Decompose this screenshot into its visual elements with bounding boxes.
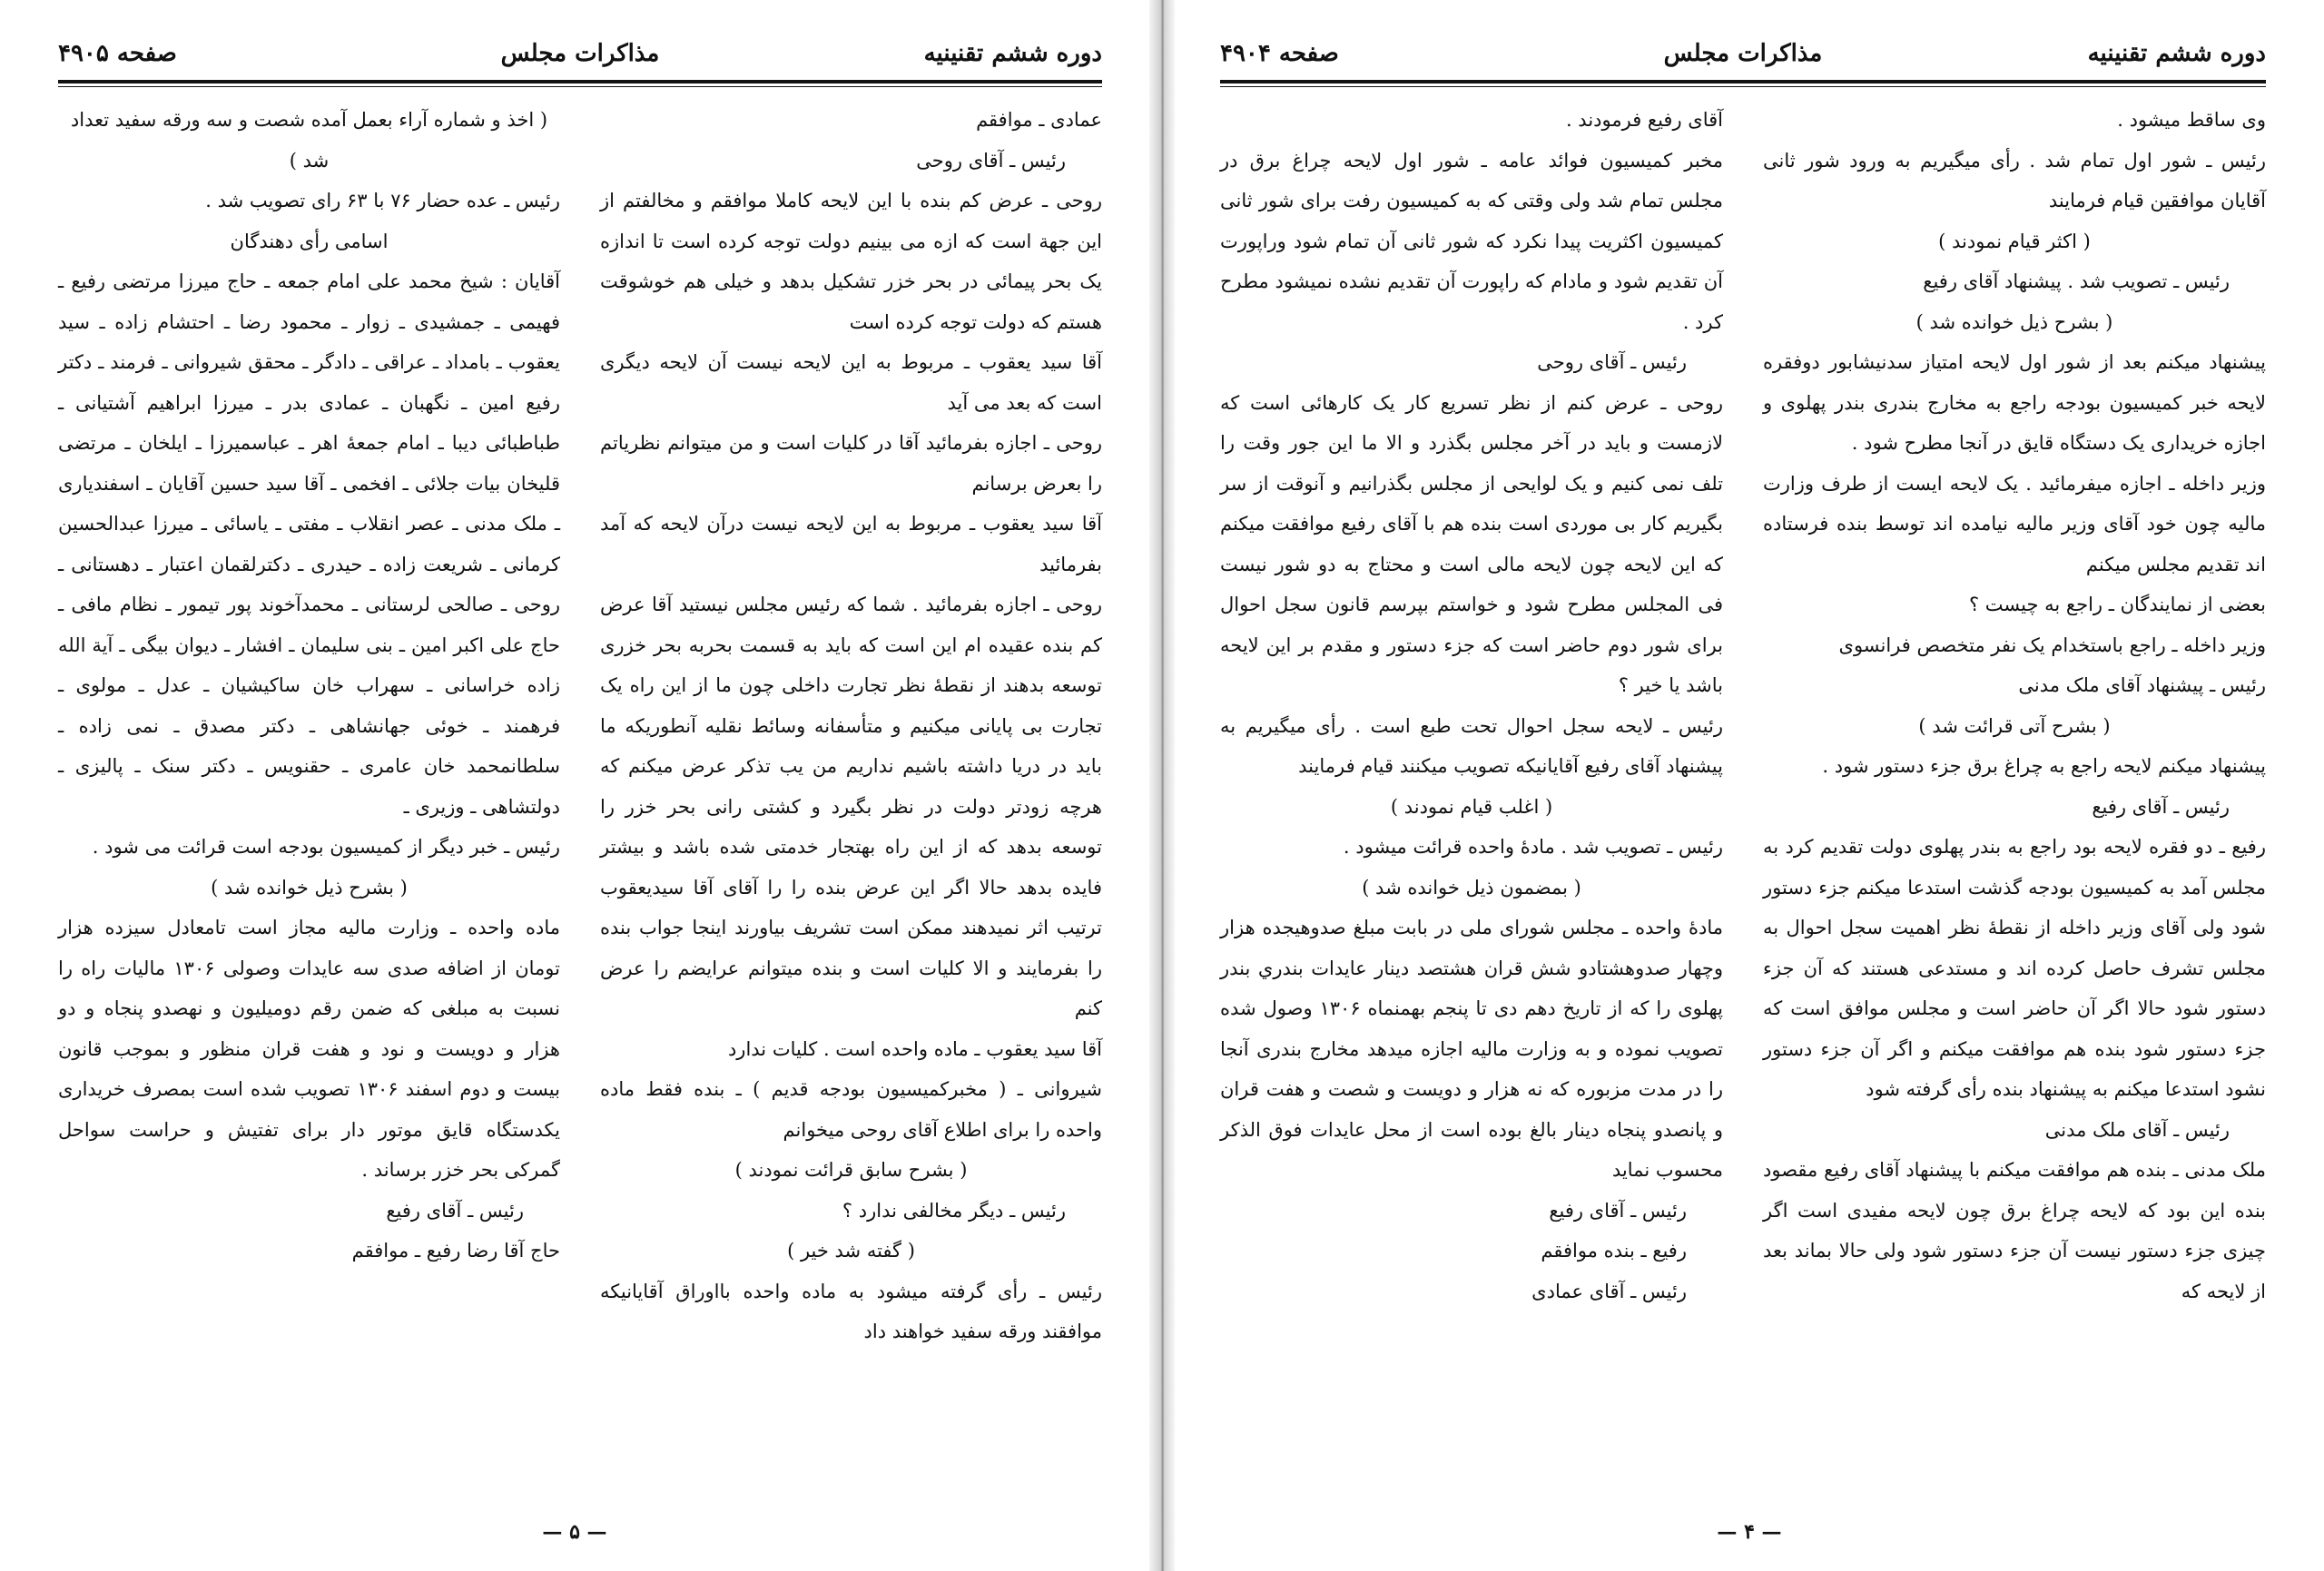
page-header (1220, 40, 2266, 76)
journal-title: مذاکرات مجلس (500, 40, 660, 67)
page-4904 (1175, 0, 2324, 1571)
paragraph: ماده واحده ـ وزارت مالیه مجاز است تامعادل سیزده هزار تومان از اضافه صدی سه عایدات وصولی ۱۳۰۶ مالیات راه را نسبت به مبلغی که ضمن رقم دومیلیون و نهصدو پنجاه و دو هزار و دویست و نود و هفت قران منظور و بموجب قانون بیست و دوم اسفند ۱۳۰۶ تصویب شده است بمصرف خریداری یکدستگاه قایق موتور دار برای تفتیش و حراست سواحل گمرکی بحر خزر برساند . (58, 917, 560, 1181)
paragraph: روحی ـ عرض کنم از نظر تسریع کار یک کارهائی است که لازمست و باید در آخر مجلس بگذرد و الا ما این جور وقت را تلف نمی کنیم و یک لوایحی از مجلس بگذرانیم و آنوقت از سر بگیریم کار بی موردی است بنده هم با آقای رفیع موافقت میکنم که این لایحه چون لایحه مالی است و محتاج به دو شور نیست فی المجلس مطرح شود و خواستم بپرسم قانون سجل احوال برای شور دوم حاضر است که جزء دستور و مقدم بر این لایحه باشد یا خیر ؟ (1220, 391, 1723, 696)
session-label: دوره ششم تقنینیه (923, 40, 1102, 67)
paragraph: رئیس ـ آقای روحی (1537, 351, 1687, 373)
column-right (1763, 100, 2266, 1516)
paragraph: ( بشرح ذیل خوانده شد ) (211, 876, 408, 898)
paragraph: پیشنهاد میکنم لایحه راجع به چراغ برق جزء دستور شود . (1822, 755, 2266, 777)
paragraph: ( بشرح سابق قرائت نمودند ) (734, 1159, 968, 1181)
page-number-label: صفحه ۴۹۰۵ (58, 40, 177, 67)
page-number-label: صفحه ۴۹۰۴ (1220, 40, 1339, 67)
paragraph: روحی ـ اجازه بفرمائید . شما که رئیس مجلس نیستید آقا عرض کم بنده عقیده ام این است که باید به قسمت بحربه بحر خزرى توسعه بدهند از نقطهٔ نظر تجارت داخلی چون ما از این راه یک تجارت بی پایانی میکنیم و متأسفانه وسائط نقلیه آنطوریکه ما باید در دریا داشته باشیم نداریم من یب تذکر عرض میکنم که هرچه زودتر دولت در نظر بگیرد و کشتی رانی بحر خزر را توسعه بدهد که از این راه بهتجار خدمتی شده باشد و بیشتر فایده بدهد حالا اگر این عرض بنده را را آقای آقا سیدیعقوب ترتیب اثر نمیدهند ممکن است تشریف بیاورند اینجا جواب بنده را بفرمایند و الا کلیات است و بنده میتوانم عرایضم را عرض کنم (600, 594, 1102, 1019)
paragraph: رئیس ـ آقای عمادی (1531, 1280, 1687, 1302)
paragraph: وزیر داخله ـ اجازه میفرمائید . یک لایحه ایست از طرف وزارت مالیه چون خود آقای وزیر مالیه نیامده اند توسط بنده فرستاده اند تقدیم مجلس میکنم (1763, 472, 2267, 575)
paragraph: رفیع ـ دو فقره لایحه بود راجع به بندر پهلوی دولت تقدیم کرد به مجلس آمد به کمیسیون بودجه گذشت استدعا میکنم جزء دستور شود ولی آقای وزیر داخله از نقطهٔ نظر اهمیت سجل احوال به مجلس تشرف حاصل کرده اند و مستدعی هستند که آن جزء دستور شود حالا اگر آن حاضر است و مجلس موافق است که جزء دستور شود بنده هم موافقت میکنم و اگر آن جزء دستور نشود استدعا میکنم به پیشنهاد بنده رأی گرفته شود (1763, 836, 2266, 1100)
paragraph: رئیس ـ دیگر مخالفی ندارد ؟ (842, 1199, 1066, 1222)
paragraph: اسامی رأی دهندگان (230, 230, 389, 252)
paragraph: ( بشرح ذیل خوانده شد ) (1915, 310, 2113, 333)
header-rule-thin (58, 86, 1102, 87)
page-footer-number: — ۵ — (542, 1520, 607, 1544)
book-gutter (1149, 0, 1175, 1571)
paragraph: حاج آقا رضا رفیع ـ موافقم (351, 1240, 560, 1262)
paragraph: ( بمضمون ذیل خوانده شد ) (1362, 876, 1581, 898)
paragraph: رئیس ـ تصویب شد . مادهٔ واحده قرائت میشود . (1343, 836, 1723, 858)
paragraph: رئیس ـ تصویب شد . پیشنهاد آقای رفیع (1923, 270, 2230, 292)
text-columns (1220, 100, 2266, 1516)
paragraph: پیشنهاد میکنم بعد از شور اول لایحه امتیاز سدنیشابور دوفقره لایحه خبر کمیسیون بودجه راجع به مخارج بندری بندر پهلوی و اجازه خریداری یک دستگاه قایق در آنجا مطرح شود . (1763, 351, 2266, 454)
paragraph: رئیس ـ خبر دیگر از کمیسیون بودجه است قرائت می شود . (92, 836, 560, 858)
paragraph: ( اکثر قیام نمودند ) (1938, 230, 2091, 252)
paragraph: رئیس ـ رأی گرفته میشود به ماده واحده بااوراق آقایانیکه موافقند ورقه سفید خواهند داد (600, 1280, 1102, 1342)
paragraph: وزیر داخله ـ راجع باستخدام یک نفر متخصص فرانسوی (1838, 633, 2266, 656)
paragraph: ( اغلب قیام نمودند ) (1390, 795, 1553, 818)
paragraph: آقا سید یعقوب ـ مربوط به این لایحه نیست درآن لایحه که آمد بفرمائید (600, 513, 1102, 575)
paragraph: رئیس ـ لایحه سجل احوال تحت طبع است . رأی میگیریم به پیشنهاد آقای رفیع آقایانیکه تصویب میکنند قیام فرمایند (1220, 714, 1723, 777)
paragraph: ( اخذ و شماره آراء بعمل آمده شصت و سه ورقه سفید تعداد شد ) (70, 109, 548, 172)
column-left (58, 100, 560, 1516)
paragraph: روحی ـ اجازه بفرمائید آقا در کلیات است و من میتوانم نظریاتم را بعرض برسانم (600, 432, 1102, 495)
paragraph: رئیس ـ شور اول تمام شد . رأی میگیریم به ورود شور ثانی آقایان موافقین قیام فرمایند (1763, 149, 2266, 211)
page-4905 (0, 0, 1149, 1571)
paragraph: رئیس ـ پیشنهاد آقای ملک مدنی (2018, 674, 2266, 696)
paragraph: آقای رفیع فرمودند . (1565, 109, 1723, 131)
header-rule (58, 80, 1102, 83)
paragraph: رئیس ـ آقای ملک مدنی (2044, 1118, 2230, 1141)
paragraph: ( گفته شد خیر ) (787, 1240, 915, 1262)
paragraph: رفیع ـ بنده موافقم (1541, 1240, 1687, 1262)
paragraph: روحی ـ عرض کم بنده با این لایحه کاملا موافقم و مخالفتم از این جهة است که ازه می بینیم دولت توجه کرده است تا اندازه یک بحر پیمائی در بحر خزر تشکیل بدهد و خیلی هم خوشوقت هستم که دولت توجه کرده است (600, 190, 1102, 333)
paragraph: بعضی از نمایندگان ـ راجع به چیست ؟ (1968, 594, 2266, 615)
paragraph: رئیس ـ آقای روحی (916, 149, 1066, 172)
paragraph: ( بشرح آتی قرائت شد ) (1918, 714, 2111, 737)
paragraph: مخبر کمیسیون فوائد عامه ـ شور اول لایحه چراغ برق در مجلس تمام شد ولی وقتی که به کمیسیون رفت برای شور ثانی کمیسیون اکثریت پیدا نکرد که شور ثانی آن تمام شود وراپورت آن تقدیم شود و مادام که راپورت آن تقدیم نشده نمیشود مطرح کرد . (1220, 149, 1723, 333)
paragraph: آقا سید یعقوب ـ مربوط به این لایحه نیست آن لایحه دیگری است که بعد می آید (600, 351, 1102, 414)
paragraph: آقایان : شیخ محمد علی امام جمعه ـ حاج میرزا مرتضی رفیع ـ فهیمی ـ جمشیدی ـ زوار ـ محمود رضا ـ احتشام زاده ـ سید یعقوب ـ بامداد ـ عراقی ـ دادگر ـ محقق شیروانی ـ فرمند ـ دکتر رفیع امین ـ نگهبان ـ عمادی بدر ـ میرزا ابراهیم آشتیانی ـ طباطبائی دیبا ـ امام جمعهٔ اهر ـ عباسمیرزا ـ ایلخان ـ مرتضی قلیخان بیات جلائی ـ افخمی ـ آقا سید حسین آقایان ـ اسفندیاری ـ ملک مدنی ـ عصر انقلاب ـ مفتی ـ یاسائی ـ میرزا عبدالحسین کرمانی ـ شریعت زاده ـ حیدری ـ دکترلقمان اعتبار ـ دهستانی ـ روحی ـ صالحی لرستانی ـ محمدآخوند پور تیمور ـ نظام مافی ـ حاج علی اکبر امین ـ بنی سلیمان ـ افشار ـ دیوان بیگی ـ آیة الله زاده خراسانی ـ سهراب خان ساکیشیان ـ عدل ـ مولوی ـ فرهمند ـ خوئی جهانشاهی ـ دکتر مصدق ـ نمی زاده ـ سلطانمحمد خان عامری ـ حقنویس ـ دکتر سنک ـ پالیزی ـ دولتشاهی ـ وزیری ـ (58, 270, 560, 818)
paragraph: رئیس ـ آقای رفیع (2092, 795, 2230, 818)
journal-title: مذاکرات مجلس (1663, 40, 1823, 67)
text-columns (58, 100, 1102, 1516)
paragraph: مادهٔ واحده ـ مجلس شورای ملی در بابت مبلغ صدوهیجده هزار وچهار صدوهشتادو شش قران هشتصد دینار عایدات بندري بندر پهلوی را که از تاریخ دهم دی تا پنجم بهمنماه ۱۳۰۶ وصول شده تصویب نموده و به وزارت مالیه اجازه میدهد مخارج بندری آنجا را در مدت مزبوره که نه هزار و دویست و شصت و هفت قران و پانصدو پنجاه دینار بالغ بوده است از محل عایدات فوق الذکر محسوب نماید (1220, 917, 1723, 1181)
paragraph: عمادی ـ موافقم (976, 109, 1102, 131)
paragraph: ملک مدنی ـ بنده هم موافقت میکنم با پیشنهاد آقای رفیع مقصود بنده این بود که لایحه چراغ برق چون لایحه مفیدی است اگر چیزی جزء دستور نیست آن جزء دستور شود ولی حالا بماند بعد از لایحه که (1763, 1159, 2266, 1302)
paragraph: آقا سید یعقوب ـ ماده واحده است . کلیات ندارد (727, 1037, 1102, 1060)
paragraph: شیروانی ـ ( مخبرکمیسیون بودجه قدیم ) ـ بنده فقط ماده واحده را برای اطلاع آقای روحی میخوانم (600, 1078, 1102, 1141)
paragraph: وی ساقط میشود . (2117, 109, 2266, 131)
column-left (1220, 100, 1723, 1516)
page-footer-number: — ۴ — (1717, 1520, 1782, 1544)
paragraph: رئیس ـ عده حضار ۷۶ با ۶۳ رای تصویب شد . (205, 190, 560, 211)
paragraph: رئیس ـ آقای رفیع (1549, 1199, 1687, 1222)
column-right (600, 100, 1102, 1516)
paragraph: رئیس ـ آقای رفیع (386, 1199, 524, 1222)
header-rule-thin (1220, 86, 2266, 87)
page-header (58, 40, 1102, 76)
header-rule (1220, 80, 2266, 83)
session-label: دوره ششم تقنینیه (2087, 40, 2266, 67)
